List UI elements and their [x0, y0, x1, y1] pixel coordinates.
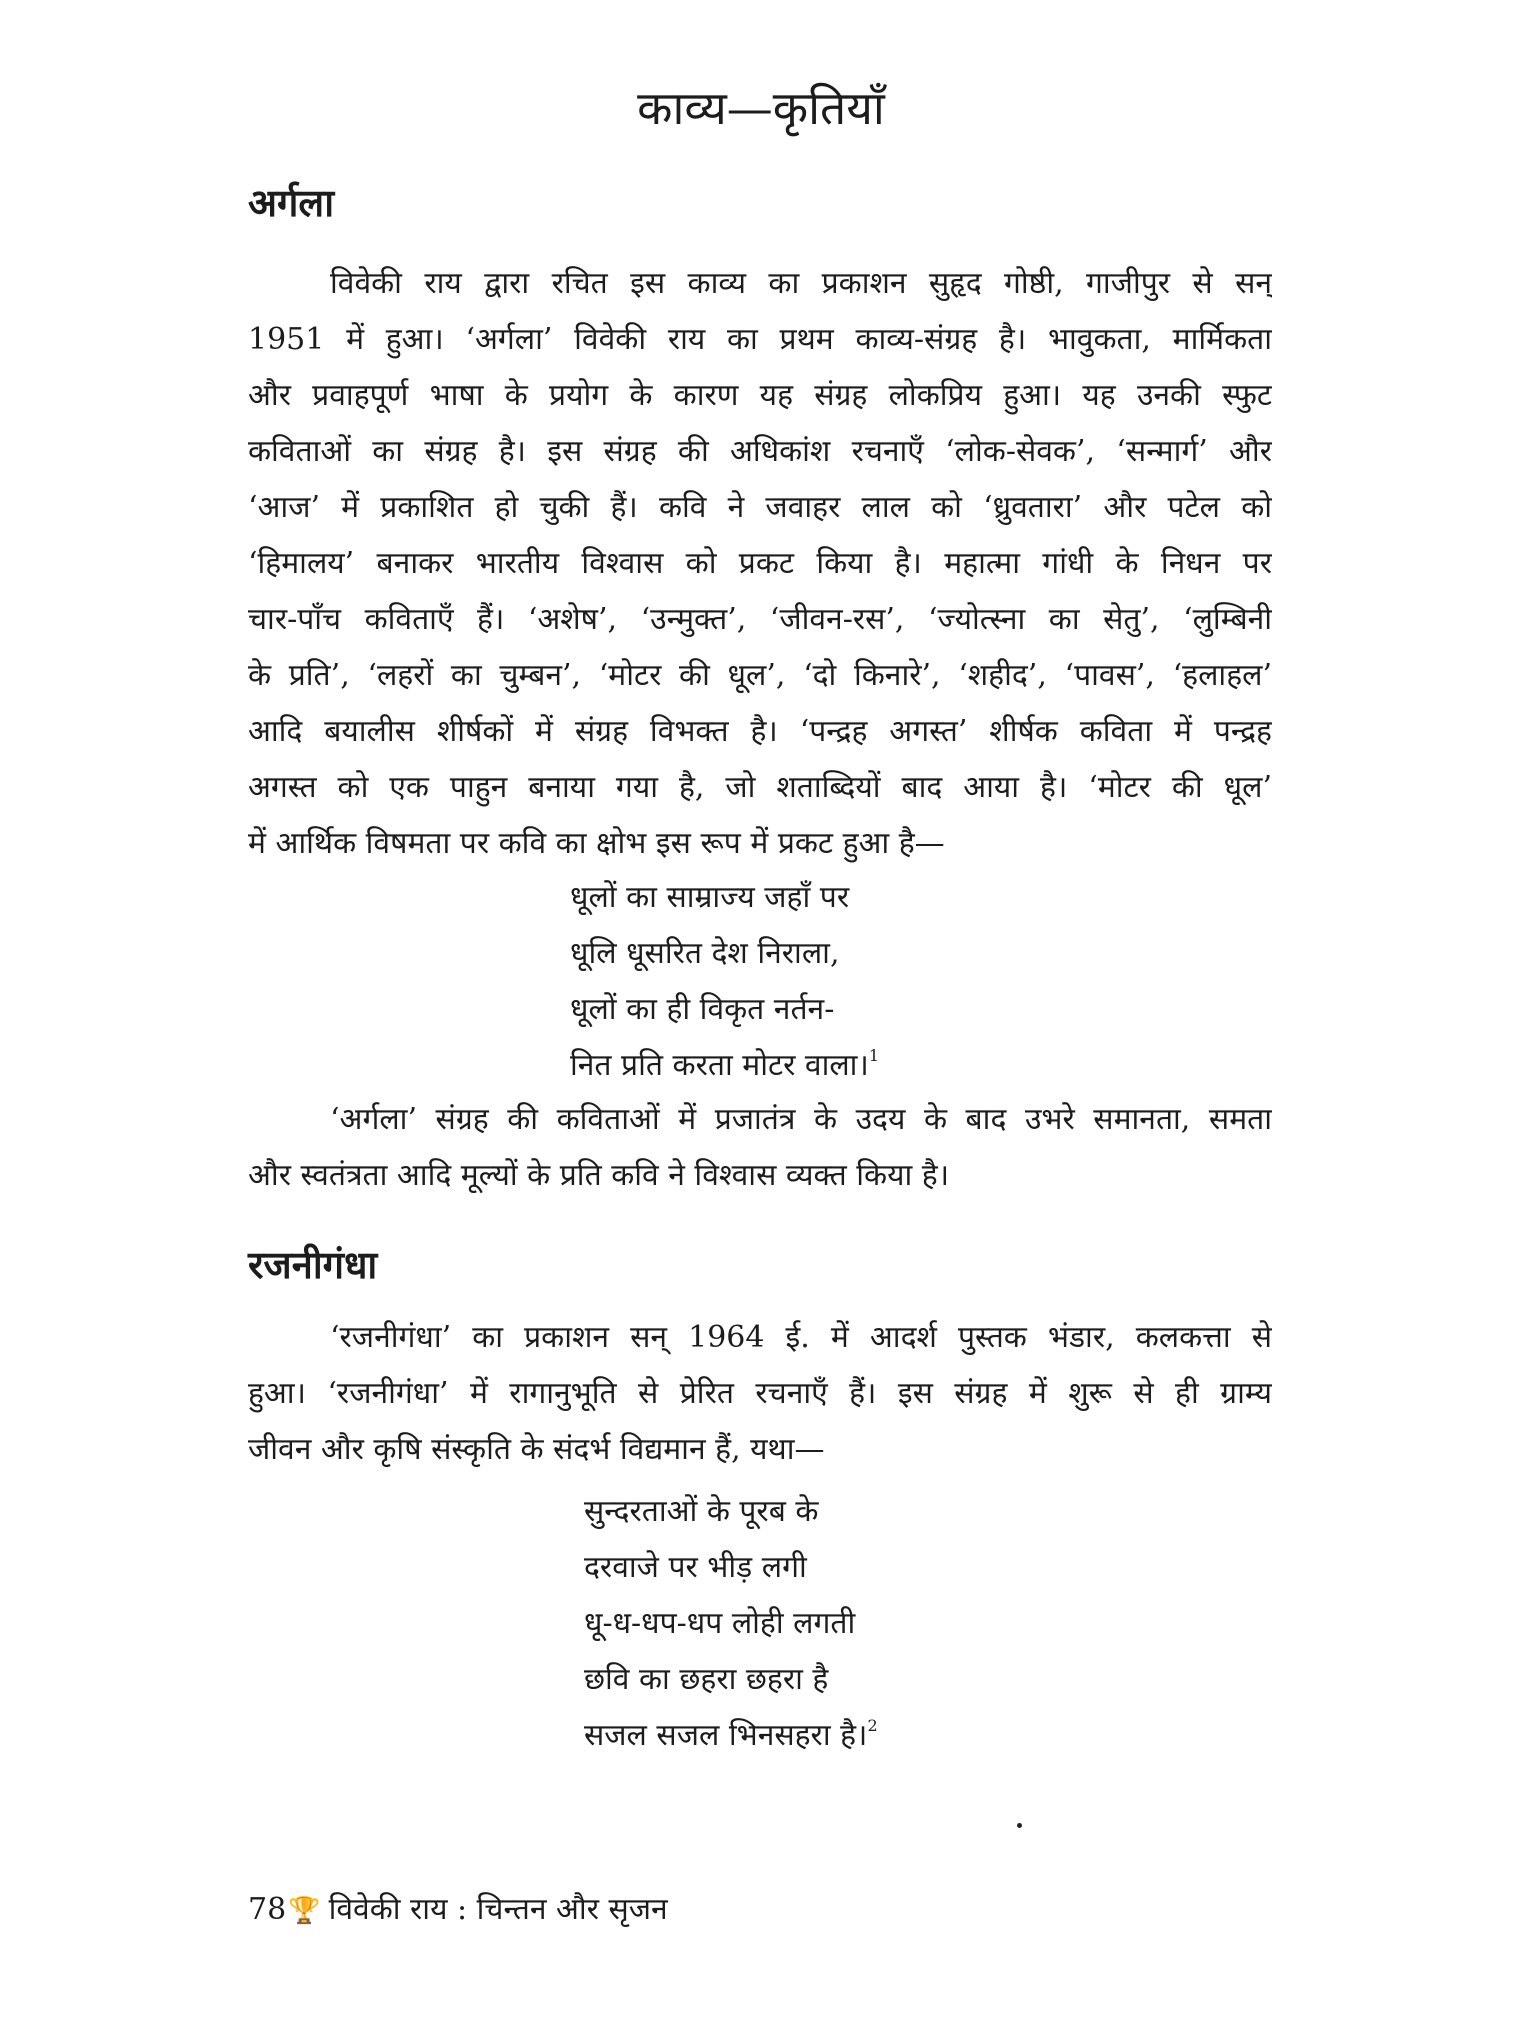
- verse-line-text: नित प्रति करता मोटर वाला।: [570, 1048, 869, 1083]
- verse-line: दरवाजे पर भीड़ लगी: [584, 1550, 807, 1585]
- paragraph-line: हुआ। ‘रजनीगंधा’ में रागानुभूति से प्रेरित रचनाएँ हैं। इस संग्रह में शुरू से ही ग्राम्य: [248, 1376, 1272, 1411]
- paragraph-line: ‘अर्गला’ संग्रह की कविताओं में प्रजातंत्र के उदय के बाद उभरे समानता, समता: [330, 1102, 1272, 1137]
- section2-paragraph-1: [248, 1310, 1272, 1478]
- paragraph-line: अगस्त को एक पाहुन बनाया गया है, जो शताब्दियों बाद आया है। ‘मोटर की धूल’: [248, 770, 1272, 805]
- paragraph-line: ‘आज’ में प्रकाशित हो चुकी हैं। कवि ने जवाहर लाल को ‘ध्रुवतारा’ और पटेल को: [248, 490, 1272, 525]
- paragraph-line: के प्रति’, ‘लहरों का चुम्बन’, ‘मोटर की धूल’, ‘दो किनारे’, ‘शहीद’, ‘पावस’, ‘हलाहल’: [248, 658, 1272, 693]
- stray-dot: [1017, 1823, 1022, 1828]
- verse-line: धूलों का साम्राज्य जहाँ पर: [570, 880, 850, 915]
- verse-line: धू-ध-धप-धप लोही लगती: [584, 1606, 856, 1641]
- verse-line: धूलि धूसरित देश निराला,: [570, 936, 840, 971]
- verse-line: धूलों का ही विकृत नर्तन-: [570, 992, 835, 1027]
- paragraph-line: और स्वतंत्रता आदि मूल्यों के प्रति कवि ने विश्वास व्यक्त किया है।: [248, 1158, 950, 1193]
- footnote-marker: 2: [867, 1716, 878, 1735]
- paragraph-line: और प्रवाहपूर्ण भाषा के प्रयोग के कारण यह संग्रह लोकप्रिय हुआ। यह उनकी स्फुट: [248, 378, 1272, 413]
- page-footer: [248, 1888, 668, 1933]
- trophy-icon: 🏆: [288, 1896, 321, 1926]
- verse-line: सुन्दरताओं के पूरब के: [584, 1494, 819, 1529]
- verse-motor-ki-dhool: [570, 870, 879, 1094]
- paragraph-line: 1951 में हुआ। ‘अर्गला’ विवेकी राय का प्रथम काव्य-संग्रह है। भावुकता, मार्मिकता: [248, 322, 1272, 357]
- paragraph-line: कविताओं का संग्रह है। इस संग्रह की अधिकांश रचनाएँ ‘लोक-सेवक’, ‘सन्मार्ग’ और: [248, 434, 1272, 469]
- section1-paragraph-1: [248, 256, 1272, 872]
- verse-line-last: [570, 1038, 879, 1094]
- verse-line: छवि का छहरा छहरा है: [584, 1662, 829, 1697]
- paragraph-line: जीवन और कृषि संस्कृति के संदर्भ विद्यमान हैं, यथा—: [248, 1432, 825, 1467]
- section-heading-rajnigandha: रजनीगंधा: [248, 1242, 378, 1287]
- section-heading-argala: अर्गला: [248, 180, 335, 225]
- paragraph-line: ‘रजनीगंधा’ का प्रकाशन सन् 1964 ई. में आदर्श पुस्तक भंडार, कलकत्ता से: [330, 1320, 1272, 1355]
- verse-line-text: सजल सजल भिनसहरा है।: [584, 1718, 868, 1753]
- paragraph-line: ‘हिमालय’ बनाकर भारतीय विश्वास को प्रकट किया है। महात्मा गांधी के निधन पर: [248, 546, 1272, 581]
- paragraph-line: विवेकी राय द्वारा रचित इस काव्य का प्रकाशन सुहृद गोष्ठी, गाजीपुर से सन्: [330, 266, 1272, 301]
- paragraph-line: चार-पाँच कविताएँ हैं। ‘अशेष’, ‘उन्मुक्त’, ‘जीवन-रस’, ‘ज्योत्स्ना का सेतु’, ‘लुम्बिनी: [248, 602, 1272, 637]
- verse-rajnigandha: [584, 1484, 878, 1764]
- page-title: काव्य—कृतियाँ: [637, 81, 885, 135]
- paragraph-line: में आर्थिक विषमता पर कवि का क्षोभ इस रूप में प्रकट हुआ है—: [248, 826, 945, 861]
- footnote-marker: 1: [868, 1046, 880, 1065]
- page-number: 78: [248, 1892, 287, 1927]
- verse-line-last: [584, 1708, 878, 1764]
- section1-paragraph-2: [248, 1092, 1272, 1204]
- book-title: विवेकी राय : चिन्तन और सृजन: [328, 1892, 668, 1927]
- paragraph-line: आदि बयालीस शीर्षकों में संग्रह विभक्त है। ‘पन्द्रह अगस्त’ शीर्षक कविता में पन्द्रह: [248, 714, 1272, 749]
